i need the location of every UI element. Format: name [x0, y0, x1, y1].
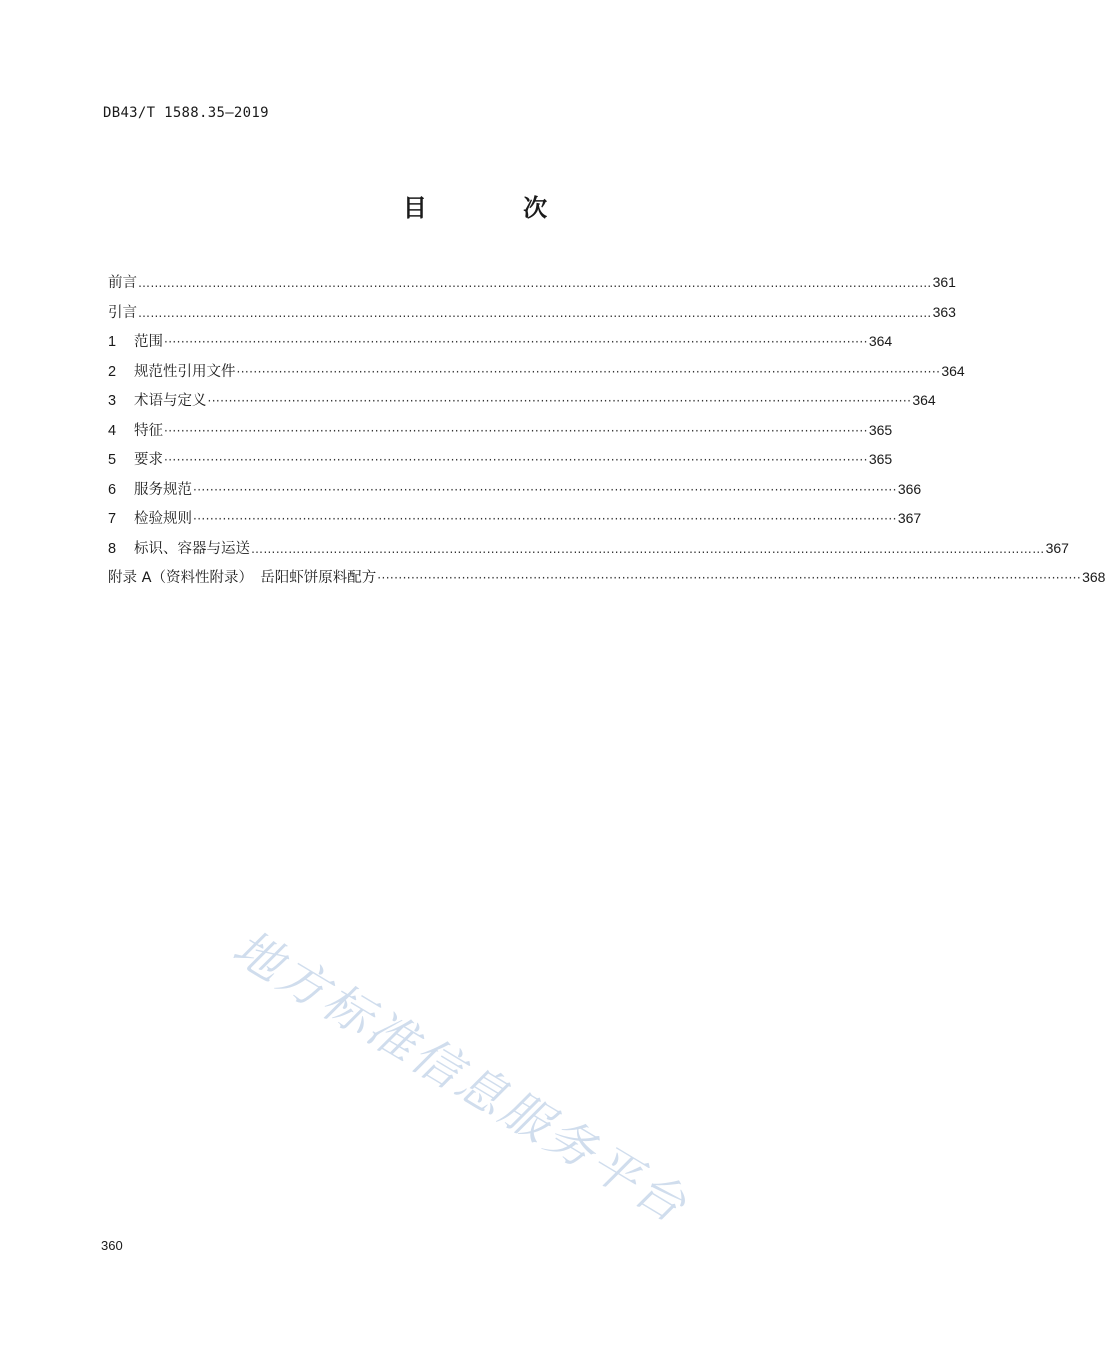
toc-leader-dots: ······································································································································································· — [207, 394, 912, 408]
toc-entry-number: 2 — [108, 363, 117, 380]
toc-entry-characteristics[interactable] — [108, 420, 893, 450]
toc-entry-text: 检验规则 — [134, 511, 192, 527]
toc-entry-number: 1 — [108, 334, 117, 350]
toc-entry-page: 364 — [868, 333, 893, 349]
toc-entry-page: 365 — [868, 451, 893, 467]
toc-entry-text: 附录 A（资料性附录） 岳阳虾饼原料配方 — [108, 570, 377, 586]
toc-entry-text: 服务规范 — [134, 481, 192, 498]
toc-entry-text: 引言 — [108, 304, 137, 321]
toc-entry-page: 367 — [897, 510, 922, 526]
toc-entry-requirements[interactable] — [108, 449, 893, 479]
toc-entry-text: 范围 — [134, 334, 163, 350]
toc-entry-number: 5 — [108, 452, 117, 468]
toc-entry-scope[interactable] — [108, 331, 893, 361]
toc-entry-text: 特征 — [134, 422, 163, 439]
toc-entry-text: 标识、容器与运送 — [134, 540, 250, 557]
toc-entry-text: 规范性引用文件 — [134, 363, 236, 380]
toc-leader-dots: ······································································································································································· — [164, 423, 868, 438]
toc-entry-service-specification[interactable] — [108, 479, 922, 509]
toc-entry-page: 364 — [941, 362, 965, 379]
toc-leader-dots: ······································································································································································· — [164, 453, 868, 467]
toc-leader-dots: ······································································································································································· — [164, 335, 868, 349]
toc-entry-number: 7 — [108, 511, 117, 527]
toc-leader-dots: ………………………………………………………………………………………………………………………………………………………………………… — [138, 305, 932, 320]
watermark: 地方标准信息服务平台 — [223, 919, 698, 1236]
standard-code: DB43/T 1588.35—2019 — [103, 105, 269, 121]
toc-entry-number: 8 — [108, 540, 117, 557]
toc-leader-dots: ······································································································································································· — [193, 512, 897, 526]
table-of-contents — [108, 272, 1105, 597]
toc-entry-number: 4 — [108, 422, 117, 439]
toc-entry-foreword[interactable] — [108, 272, 956, 302]
toc-entry-page: 363 — [932, 303, 956, 320]
toc-entry-normative-references[interactable] — [108, 361, 965, 391]
toc-leader-dots: ………………………………………………………………………………………………………………………………………………………………………… — [138, 276, 932, 290]
toc-entry-introduction[interactable] — [108, 302, 956, 332]
toc-entry-page: 367 — [1045, 539, 1069, 556]
toc-entry-page: 364 — [912, 392, 936, 408]
toc-entry-page: 365 — [868, 421, 893, 438]
toc-entry-page: 366 — [897, 480, 922, 497]
toc-entry-number: 6 — [108, 481, 117, 498]
page-number: 360 — [101, 1238, 123, 1253]
toc-entry-number: 3 — [108, 393, 117, 409]
toc-entry-labeling-transport[interactable] — [108, 538, 1069, 568]
toc-entry-terms[interactable] — [108, 390, 936, 420]
toc-entry-text: 术语与定义 — [134, 393, 207, 409]
toc-entry-text: 要求 — [134, 452, 163, 468]
toc-entry-inspection-rules[interactable] — [108, 508, 922, 538]
toc-leader-dots: ………………………………………………………………………………………………………………………………………………………………………… — [251, 541, 1045, 556]
toc-entry-page: 368 — [1082, 569, 1105, 585]
page-title: 目 次 — [402, 194, 592, 222]
toc-entry-text: 前言 — [108, 275, 137, 291]
toc-leader-dots: ······································································································································································· — [193, 482, 897, 497]
toc-leader-dots: ······································································································································································· — [377, 571, 1082, 585]
toc-entry-page: 361 — [932, 274, 956, 290]
toc-leader-dots: ······································································································································································· — [236, 364, 941, 379]
toc-entry-appendix-a[interactable] — [108, 567, 1105, 597]
